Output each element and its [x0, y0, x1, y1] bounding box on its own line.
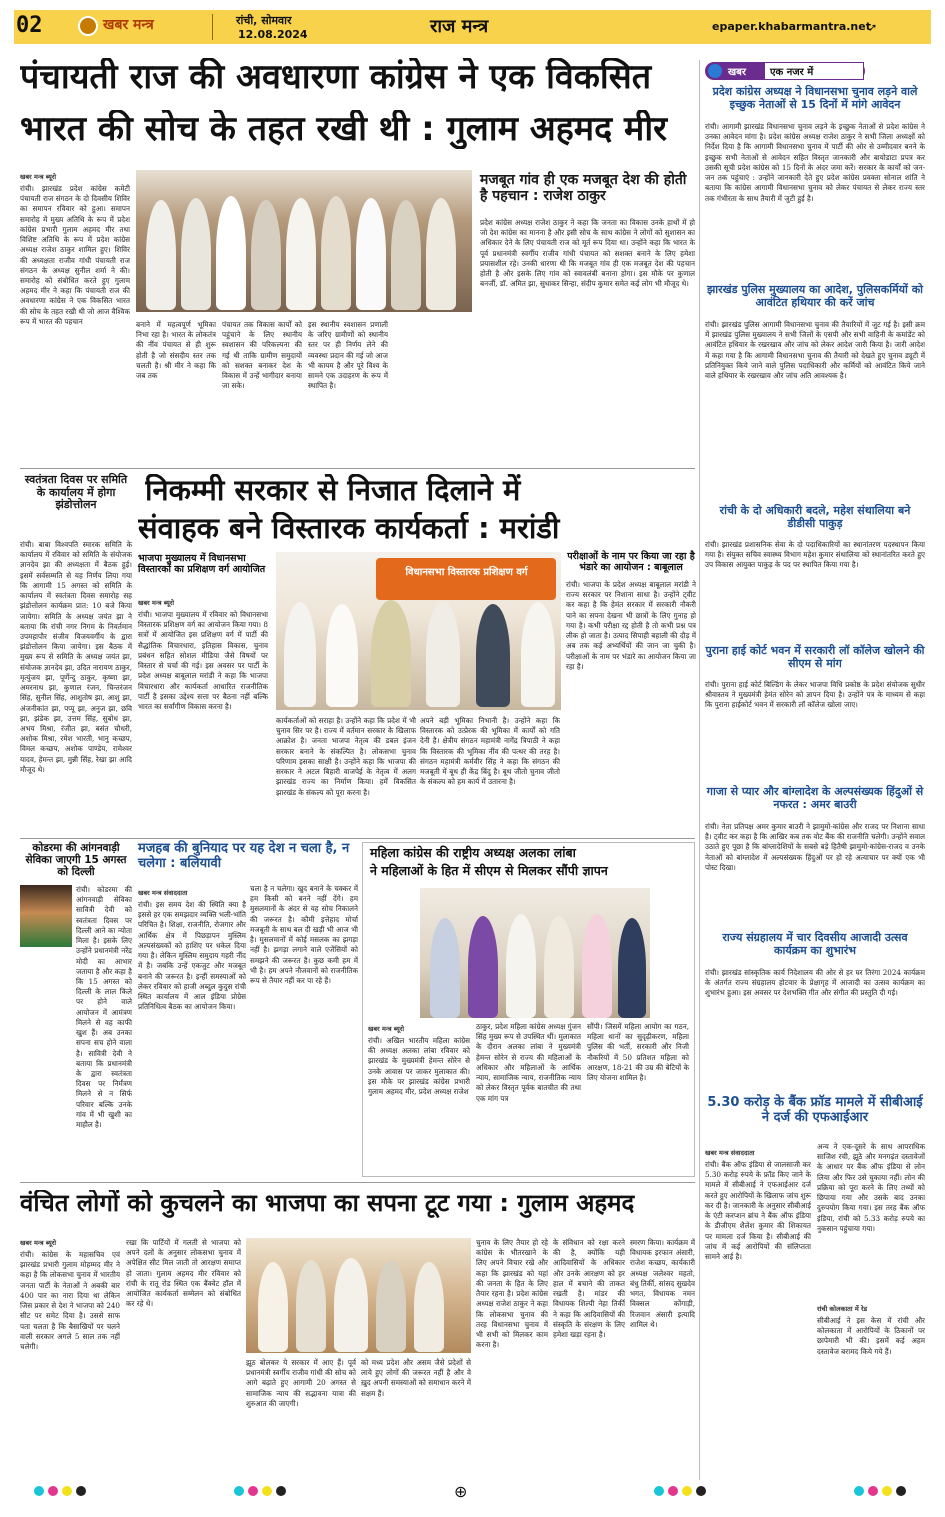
- side-lead-headline: मजबूत गांव ही एक मजबूत देश की होती है पहचान : राजेश ठाकुर: [480, 172, 687, 205]
- bottom-headline: वंचित लोगों को कुचलने का भाजपा का सपना टूट गया : गुलाम अहमद: [20, 1190, 635, 1217]
- bottom-body-col6: के संविधान को रक्षा करने की है, क्योंकि यही आदिवासियों के अधिकार और उनके आरक्षण को हर हाल में बचाने की ताकत रखती है। मांडर की विधायक शिल्पी नेहा तिर्की ने कहा कि आदिवासियों की संस्कृति के संरक्षण के लिए हमेशा खड़ा रहना है।: [553, 1238, 625, 1339]
- majhab-body-col2: चला है न चलेगा। खुद बनाने के चक्कर में हम किसी को बनने नहीं देंगे। हम मुसलमानों के अंदर से यह सोच निकालने की जरूरत है। कौमी इत्तेहाद मोर्चा मजबूती के साथ बल दी खड़ी भी आज भी है। मुसलमानों में कोई मसलक का झगड़ा नहीं है। झगड़ा लगाने वाले एजेंसियों को समझने की जरूरत है। कुछ कमी हम में भी है। हम अपने नौजवानों को राजनीतिक रूप से तैयार नहीं कर पा रहे हैं।: [250, 884, 358, 985]
- reg-dot-cyan: [34, 1486, 44, 1496]
- bottom-body-col1: रांची। कांग्रेस के महासचिव एवं झारखंड प्रभारी गुलाम मोहम्मद मीर ने कहा है कि लोकसभा चुनाव में भारतीय जनता पार्टी के नेताओं ने अबकी बार 400 पार का नारा दिया था लेकिन जिस प्रकार से देश ने भाजपा को 240 सीट पर समेट दिया है। उससे साफ पता चलता है कि बैसाखियों पर चलने वाली सरकार अगले 5 साल तक नहीं चलेगी।: [20, 1250, 120, 1351]
- bottom-body-col4: को मध्य प्रदेश और असम जैसे प्रदेशों से लाये हुए लोगों की जरूरत नहीं है और वे ख़ुद अपनी समस्याओं को समाधान करने में सक्षम हैं।: [361, 1358, 471, 1398]
- story6-headline: राज्य संग्रहालय में चार दिवसीय आजादी उत्सव कार्यक्रम का शुभारंभ: [722, 931, 908, 957]
- majhab-headline: मजहब की बुनियाद पर यह देश न चला है, न चलेगा : बलियावी: [138, 841, 350, 871]
- ek-nazar-tag1: खबर: [728, 67, 746, 78]
- lead-body-left: रांची। झारखंड प्रदेश कांग्रेस कमेटी पंचायती राज संगठन के दो दिवसीय शिविर का समापन रविवार को हुआ। समापन समारोह में मुख्य अतिथि के रूप में प्रदेश कांग्रेस प्रभारी गुलाम अहमद मीर तथा विशिष्ट अतिथि के रूप में प्रदेश कांग्रेस अध्यक्ष राजेश ठाकुर शामिल हुए। शिविर की अध्यक्षता राजीव गांधी पंचायती राज संगठन के अध्यक्ष सुनील शर्मा ने की। समारोह को संबोधित करते हुए गुलाम अहमद मीर ने कहा कि पंचायती राज की अवधारणा कांग्रेस ने एक विकसित भारत की सोच के तहत रखी थी जो आज वैश्विक रूप में भारत की पहचान: [20, 184, 130, 326]
- header-divider: [212, 14, 213, 40]
- brand-logo-icon: [78, 16, 98, 36]
- reg-dot-magenta-4: [868, 1486, 878, 1496]
- story3-headline: रांची के दो अधिकारी बदले, महेश संथालिया बने डीडीसी पाकुड़: [719, 504, 911, 530]
- bottom-body-col5: चुनाव के लिए तैयार हो रहे कांग्रेस के भीतरखाने के लिए अपने विचार रखे और कहा कि झारखंड को यहां की जनता के हित के लिए तैयार रहना है। प्रदेश कांग्रेस अध्यक्ष राजेश ठाकुर ने कहा कि लोकसभा चुनाव की तरह विधानसभा चुनाव में भी सभी को मिलकर काम करना है।: [476, 1238, 548, 1350]
- section-title: राज मन्त्र: [430, 16, 489, 37]
- reg-dot-black-3: [696, 1486, 706, 1496]
- reg-dot-magenta-3: [668, 1486, 678, 1496]
- reg-dot-yellow-4: [882, 1486, 892, 1496]
- story5-body: रांची। नेता प्रतिपक्ष अमर कुमार बाउरी ने झामुमो-कांग्रेस और राजद पर निशाना साधा है। ट्वीट कर कहा है कि आखिर कब तक वोट बैंक की राजनीति चलेगी। उन्होंने सवाल उठाते हुए पूछा है कि बांग्लादेशियों के सबसे बड़े हितैषी झामुमो-कांग्रेस-राजद व उनके नेताओं को बांग्लादेश में अल्पसंख्यक हिंदुओं पर हो रहे अत्याचार पर क्यों एक भी पोस्ट दिखा।: [705, 822, 925, 872]
- story4-body: रांची। पुराना हाई कोर्ट बिल्डिंग के लेकर भाजपा विधि प्रकोष्ठ के प्रदेश संयोजक सुधीर श्रीवास्तव ने मुख्यमंत्री हेमंत सोरेन को ज्ञापन दिया है। उन्होंने पत्र के माध्यम से कहा कि पुराना हाईकोर्ट भवन में सरकारी लॉ कॉलेज खोला जाए।: [705, 680, 925, 710]
- lead-headline-line2: भारत की सोच के तहत रखी थी : गुलाम अहमद मीर: [20, 110, 668, 149]
- reg-dot-cyan-4: [854, 1486, 864, 1496]
- reg-dot-yellow-2: [262, 1486, 272, 1496]
- bottom-body-col2: रखा कि पार्टियों में गलती से भाजपा को अपने दलों के अनुसार लोकसभा चुनाव में अपेक्षित सीट मिल जाती तो आरक्षण समाप्त हो जाता। गुलाम अहमद मीर रविवार को रांची के रातू रोड स्थित एक बैंक्वेट हॉल में आयोजित कार्यकर्ता सम्मेलन को संबोधित कर रहे थे।: [126, 1238, 241, 1309]
- ek-nazar-globe-icon: [708, 64, 722, 78]
- majhab-body-col1: रांची। इस समय देश की स्थिति क्या है इससे हर एक समझदार व्यक्ति भली-भांति परिचित है। शिक्षा, राजनीति, रोजगार और आर्थिक क्षेत्र में पिछड़ापन मुस्लिम अल्पसंख्यकों को हाशिए पर धकेल दिया गया है। लेकिन मुस्लिम समुदाय गहरी नींद में है। जबकि उन्हें एकजुट और मजबूत बनाने की जरूरत है। इन्हीं समस्याओं को लेकर रविवार को हाजी अब्दुल कुदुस रांची स्थित कार्यालय में आल इंडिया प्रोग्रेस प्रतिनिधित्व बैठक का आयोजन किया।: [138, 900, 246, 1012]
- story2-headline: झारखंड पुलिस मुख्यालय का आदेश, पुलिसकर्मियों को आवंटित हथियार की करें जांच: [706, 283, 924, 309]
- column-divider: [699, 60, 700, 1480]
- majhab-byline: खबर मन्त्र संवाददाता: [138, 889, 188, 897]
- mid-photo-banner-text: विधानसभा विस्तारक प्रशिक्षण वर्ग: [405, 567, 528, 578]
- bottom-body-col3: झूठ बोलकर ये सरकार में आए हैं। पूर्व प्रधानमंत्री स्वर्गीय राजीव गांधी की सोच को आगे बढ़ाते हुए आगामी 20 अगस्त से सामाजिक न्याय की सद्भावना यात्रा की शुरुआत की जाएगी।: [246, 1358, 356, 1408]
- lead-headline-line1: पंचायती राज की अवधारणा कांग्रेस ने एक विकसित: [20, 58, 652, 97]
- story1-headline: प्रदेश कांग्रेस अध्यक्ष ने विधानसभा चुनाव लड़ने वाले इच्छुक नेताओं से 15 दिनों में मांगे आवेदन: [712, 85, 918, 111]
- lead-body-col2: बनाने में महत्वपूर्ण भूमिका निभा रहा है। भारत के लोकतंत्र की नींव पंचायत से ही शुरू होती है जो संसदीय स्तर तक चलती है। श्री मीर ने कहा कि जब तक: [136, 320, 216, 381]
- mid-photo: [276, 552, 561, 710]
- reg-dot-magenta: [48, 1486, 58, 1496]
- cbi-body-col2: अन्य ने एक-दूसरे के साथ आपराधिक साजिश रची, झूठे और मनगढ़ंत दस्तावेजों के आधार पर बैंक ऑफ इंडिया से लोन लिया और फिर उसे चुकाया नहीं। लोन की प्रक्रिया को पूरा करने के लिए तथ्यों को छिपाया गया और उसके बाद उनका दुरुपयोग किया गया। इस तरह बैंक ऑफ इंडिया, रांची को 5.33 करोड़ रुपये का नुकसान पहुंचाया गया।: [817, 1142, 925, 1233]
- mid-left-body: रांची। बाबा विश्वपति स्मारक समिति के कार्यालय में रविवार को समिति के संयोजक ज्ञानदेव झा की अध्यक्षता में बैठक हुई। इसमें सर्वसम्मति से यह निर्णय लिया गया कि आगामी 15 अगस्त को समिति के कार्यालय में स्वतंत्रता दिवस समारोह सह झंडोत्तोलन कार्यक्रम प्रात: 10 बजे किया जायेगा। समिति के अध्यक्ष जयंत झा ने बताया कि रांची नगर निगम के निवर्तमान उपमहापौर संजीव विजयवर्गीय के द्वारा झंडोत्तोलन किया जायेगा। इस बैठक में मुख्य रूप से समिति के अध्यक्ष जयंत झा, संयोजक ज्ञानदेव झा, उदित नारायण ठाकुर, मृत्युंजय झा, पूर्णेन्दु ठाकुर, कृष्णा झा, अमरनाथ झा, कुणाल रंजन, चिन्तरंजन सिंह, सुनील सिंह, आशुतोष झा, आशु झा, अंजनीकांत झा, पप्पू झा, अनुज झा, छवि झा, झंडेक झा, उत्तम सिंह, सुबोध झा, अभय मिश्रा, रंजीत झा, बसंत चौधरी, अशोक मिश्रा, रमेश भारती, भानु कच्छप, विमल कच्छप, अशोक पाण्डेय, रामेश्वर यादव, हेमन्त झा, मुन्नी सिंह, रेखा झा आदि मौजूद थे।: [20, 540, 132, 774]
- reg-dot-cyan-2: [234, 1486, 244, 1496]
- mid-body-col2: कार्यकर्ताओं को सराहा है। उन्होंने कहा कि प्रदेश में भी चुनाव सिर पर है। राज्य में वर्तमान सरकार के खिलाफ आक्रोश है। जनता भाजपा नेतृत्व की डबल इंजन सरकार बनाने के संकल्पित है। लोकसभा चुनाव परिणाम इसका साक्षी है। उन्होंने कहा कि भाजपा की सरकार ने अटल बिहारी वाजपेई के नेतृत्व में अलग झारखंड राज्य का निर्माण किया। हमें विकसित झारखंड के संकल्प को पूरा करना है।: [276, 716, 416, 797]
- mahila-body-col1: रांची। अखिल भारतीय महिला कांग्रेस की अध्यक्ष अलका लांबा रविवार को झारखंड के मुख्यमंत्री हेमन्त सोरेन से उनके आवास पर जाकर मुलाकात की। इस मौके पर झारखंड कांग्रेस प्रभारी गुलाम अहमद मीर, प्रदेश अध्यक्ष राजेश: [368, 1036, 470, 1097]
- mid-body-col3: अपने बड़ी भूमिका निभानी है। उन्होंने कहा कि विस्तारक को उत्प्रेरक की भूमिका में कार्यों को गति देनी है। क्षेत्रीय संगठन महामंत्री नागेंद्र त्रिपाठी ने कहा कि विस्तारक की भूमिका नींव की पत्थर की तरह है। संगठन महामंत्री कर्मवीर सिंह ने कहा कि संगठन की मजबूती में बूथ ही केंद्र बिंदु है। बूथ जीतो चुनाव जीतो के संकल्प को हम कार्य में उतारना है।: [420, 716, 560, 787]
- reg-dot-black-2: [276, 1486, 286, 1496]
- mid-divider: [20, 838, 695, 839]
- reg-dot-cyan-3: [654, 1486, 664, 1496]
- cbi-sub-body: सीबीआई ने इस केस में रांची और कोलकाता में आरोपियों के ठिकानों पर छापेमारी भी की। इसमें कई अहम दस्तावेज बरामद किये गये हैं।: [817, 1316, 925, 1356]
- reg-dot-yellow-3: [682, 1486, 692, 1496]
- mid-body-col1: रांची। भाजपा मुख्यालय में रविवार को विधानसभा विस्तारक प्रशिक्षण वर्ग का आयोजन किया गया। 8 सत्रों में आयोजित इस प्रशिक्षण वर्ग में पार्टी की सैद्धांतिक विचारधारा, इतिहास विकास, चुनाव प्रबंधन सहित सोशल मीडिया जैसे विषयों पर विस्तार से चर्चा की गई। इस अवसर पर पार्टी के प्रदेश अध्यक्ष बाबूलाल मरांडी ने कहा कि भाजपा विचारधारा और कार्यकर्ता आधारित राजनीतिक पार्टी है इसका उद्देश्य सत्ता पर बैठना नहीं बल्कि भारत का सर्वांगीण विकास करना है।: [138, 610, 268, 711]
- reg-dot-black: [76, 1486, 86, 1496]
- cbi-byline: खबर मन्त्र संवाददाता: [705, 1149, 755, 1157]
- epaper-link[interactable]: epaper.khabarmantra.net: [712, 20, 871, 33]
- bottom-body-col7: स्मरण किया। कार्यक्रम में विधायक इरफान अंसारी, राजेश कच्छप, कार्यकारी अध्यक्ष जलेश्वर महतो, बंधु तिर्की, सांसद सुखदेव भगत, विधायक नमन विक्सल कोंगाड़ी, रिजवान अंसारी इत्यादि शामिल थे।: [630, 1238, 695, 1329]
- story5-headline: गाजा से प्यार और बांग्लादेश के अल्पसंख्यक हिंदुओं से नफरत : अमर बाउरी: [706, 785, 924, 811]
- koderma-body: रांची। कोडरमा की आंगनवाड़ी सेविका सावित्री देवी को स्वतंत्रता दिवस पर दिल्ली आने का न्योता मिला है। इसके लिए उन्होंने प्रधानमंत्री नरेंद्र मोदी का आभार जताया है और कहा है कि 15 अगस्त को दिल्ली के लाल किले पर होने वाले आयोजन में आमंत्रण मिलने से वह काफी खुश हैं। अब उनका सपना सच होने वाला है। सावित्री देवी ने बताया कि प्रधानमंत्री के द्वारा स्वतंत्रता दिवस पर निर्मंत्रण मिलने से न सिर्फ परिवार बल्कि उनके गांव में भी खुशी का माहौल है।: [76, 885, 132, 1130]
- koderma-headline: कोडरमा की आंगनवाड़ी सेविका जाएगी 15 अगस्त को दिल्ली: [25, 842, 127, 879]
- reg-dot-magenta-2: [248, 1486, 258, 1496]
- bottom-photo: [246, 1238, 471, 1353]
- registration-bar: [14, 1482, 931, 1501]
- lead-body-col3: पंचायत तक विकास कार्यों को पहुंचाने के लिए स्थानीय स्वशासन की परिकल्पना की गई थी ताकि ग्रामीण समुदायों को सशक्त बनाकर देश के विकास में उन्हें भागीदार बनाया जा सके।: [222, 320, 302, 391]
- mid-side-headline: परीक्षाओं के नाम पर किया जा रहा है भंडारे का आयोजन : बाबूलाल: [567, 551, 695, 573]
- mahila-photo: [420, 888, 650, 1018]
- reg-dot-black-4: [896, 1486, 906, 1496]
- mahila-body-col2: ठाकुर, प्रदेश महिला कांग्रेस अध्यक्ष गुंजन सिंह मुख्य रूप से उपस्थित थीं। मुलाकात के दौरान अलका लांबा ने मुख्यमंत्री हेमन्त सोरेन से राज्य की महिलाओं के अधिकार और महिलाओं के आर्थिक न्याय, सामाजिक न्याय, राजनीतिक न्याय को लेकर विस्तृत पूर्वक बातचीत की तथा एक मांग पत्र: [476, 1022, 581, 1103]
- page-number: 02: [16, 13, 43, 38]
- story2-body: रांची। झारखंड पुलिस आगामी विधानसभा चुनाव की तैयारियों में जुट गई है। इसी क्रम में झारखंड पुलिस मुख्यालय ने सभी जिलों के एसपी और सभी वाहिनी के कमांडेंट को आवंटित हथियार के रखरखाव और जांच को लेकर आदेश जारी किया है। जारी आदेश में कहा गया है कि आगामी विधानसभा चुनाव की तैयारी को देखते हुए चुनाव ड्यूटी में प्रतिनियुक्त किये जाने वाले पुलिस पदाधिकारी और कर्मियों को आवंटित किये जाने वाले हथियार के रखरखाव और जांच अति आवश्यक है।: [705, 320, 925, 381]
- bottom-byline: खबर मन्त्र ब्यूरो: [20, 1239, 57, 1247]
- brand-name: खबर मन्त्र: [103, 17, 154, 33]
- lead-byline: खबर मन्त्र ब्यूरो: [20, 173, 57, 181]
- mid-headline-line1: निकम्मी सरकार से निजात दिलाने में: [145, 474, 521, 507]
- bottom-divider: [20, 1182, 695, 1183]
- mahila-byline: खबर मन्त्र ब्यूरो: [368, 1025, 405, 1033]
- cbi-sub-byline: रांची कोलकाता में रेड: [817, 1305, 868, 1313]
- mahila-headline-line1: महिला कांग्रेस की राष्ट्रीय अध्यक्ष अलका लांबा: [370, 845, 576, 860]
- story3-body: रांची। झारखंड प्रशासनिक सेवा के दो पदाधिकारियों का स्थानांतरण पदस्थापन किया गया है। संयुक्त सचिव स्वास्थ्य विभाग महेश कुमार संथालिया को स्थानांतरित करते हुए उप विकास आयुक्त पाकुड़ के पद पर स्थापित किया गया है।: [705, 540, 925, 570]
- cursor-icon: ➚: [868, 21, 878, 34]
- reg-dot-yellow: [62, 1486, 72, 1496]
- lead-divider: [20, 468, 695, 469]
- issue-date: 12.08.2024: [238, 28, 308, 41]
- side-lead-body: प्रदेश कांग्रेस अध्यक्ष राजेश ठाकुर ने कहा कि जनता का विकास उनके हाथों में हो जो देश कांग्रेस का मानना है और इसी सोच के साथ कांग्रेस ने लोगों को सुशासन का अधिकार देने के लिए पंचायती राज को मूर्त रूप दिया था। उन्होंने कहा कि भारत के पूर्व प्रधानमंत्री स्वर्गीय राजीव गांधी पंचायत को सशक्त बनाने के लिए हमेशा प्रयासशील रहे। उनकी धारणा थी कि मजबूत गांव ही एक मजबूत देश की पहचान होती है और इसके लिए गांव को स्वावलंबी बनाना होगा। इस मौके पर कुणाल बनर्जी, डॉ. अमित झा, सुधाकर सिन्हा, संदीप कुमार समेत कई लोग भी मौजूद थे।: [480, 218, 695, 289]
- mid-side-body: रांची। भाजपा के प्रदेश अध्यक्ष बाबूलाल मरांडी ने राज्य सरकार पर निशाना साधा है। उन्होंने ट्वीट कर कहा है कि हेमंत सरकार में सरकारी नौकरी पाने का सपना देखना भी छात्रों के लिए गुनाह हो गया है। कभी परीक्षा रद्द होती है तो कभी प्रश्न पत्र लीक हो जाता है। उत्पाद सिपाही बहाली की दौड़ में अब तक कई अभ्यर्थियों की जान जा चुकी है। परीक्षाओं के नाम पर भंडारे का आयोजन किया जा रहा है।: [566, 580, 696, 671]
- mahila-body-col3: सौंपी। जिसमें महिला आयोग का गठन, महिला थानों का सुदृढ़ीकरण, महिला पुलिस की भर्ती, सरकारी और निजी नौकरियों में 50 प्रतिशत महिला को आरक्षण, 18-21 की उम्र की बेटियों के लिए योजना शामिल है।: [587, 1022, 689, 1083]
- lead-body-col4: इस स्थानीय स्वशासन प्रणाली के जरिए ग्रामीणों को स्थानीय स्तर पर ही निर्णय लेने की व्यवस्था प्रदान की गई जो आज भी कायम है और पूरे विश्व के सामने एक उदाहरण के रूप में स्थापित है।: [308, 320, 388, 391]
- city-day: रांची, सोमवार: [236, 14, 292, 27]
- cbi-headline: 5.30 करोड़ के बैंक फ्रॉड मामले में सीबीआई ने दर्ज की एफआईआर: [707, 1095, 923, 1125]
- mid-headline-line2: संवाहक बने विस्तारक कार्यकर्ता : मरांडी: [138, 512, 560, 545]
- story1-body: रांची। आगामी झारखंड विधानसभा चुनाव लड़ने के इच्छुक नेताओं से प्रदेश कांग्रेस ने उनका आवेदन मांगा है। प्रदेश कांग्रेस अध्यक्ष राजेश ठाकुर ने सभी जिला अध्यक्षों को निर्देश दिया है कि आगामी विधानसभा चुनाव में पार्टी की ओर से उम्मीदवार बनने के इच्छुक सभी नेताओं से आवेदन सहित विस्तृत जानकारी और बायोडाटा प्रपत्र कर उसकी सूची प्रदेश कांग्रेस को 15 दिनों के अंदर जमा करें। सरकार के कार्यों को जन-जन तक पहुंचाएं : उन्होंने जानकारी देते हुए प्रदेश कांग्रेस प्रवक्ता सोनाल शांति ने बताया कि कांग्रेस आगामी विधानसभा चुनाव को लेकर पंचायत से लेकर राज्य स्तर तक गंभीरता के साथ तैयारी में जुटी हुई है।: [705, 122, 925, 203]
- mid-left-headline-display: स्वतंत्रता दिवस पर समिति के कार्यालय में होगा झंडोत्तोलन: [24, 473, 128, 512]
- ek-nazar-tag2: एक नजर में: [770, 67, 814, 78]
- mid-byline: खबर मन्त्र ब्यूरो: [138, 599, 175, 607]
- mahila-headline-line2: ने महिलाओं के हित में सीएम से मिलकर सौंपी ज्ञापन: [370, 863, 608, 878]
- crosshair-icon: ⊕: [454, 1482, 468, 1501]
- story6-body: रांची। झारखंड सांस्कृतिक कार्य निदेशालय की ओर से हर घर तिरंगा 2024 कार्यक्रम के अंतर्गत राज्य संग्रहालय होटवार के प्रेक्षागृह में आजादी का उत्सव कार्यक्रम का शुभारंभ हुआ। इस अवसर पर देशभक्ति गीत और संगीत की प्रस्तुति दी गई।: [705, 968, 925, 998]
- mid-sub-headline: भाजपा मुख्यालय में विधानसभा विस्तारकों का प्रशिक्षण वर्ग आयोजित: [138, 553, 266, 575]
- cbi-body-col1: रांची। बैंक ऑफ इंडिया से जालसाजी कर 5.30 करोड़ रुपये के फ्रॉड किए जाने के मामले में सीबीआई ने एफआईआर दर्ज करते हुए आरोपियों के खिलाफ जांच शुरू कर दी है। जानकारी के अनुसार सीबीआई के एंटी करप्शन ब्रांच ने बैंक ऑफ इंडिया के डीजीएम शैलेश कुमार की शिकायत पर मामला दर्ज किया है। सीबीआई की जांच में कई आरोपियों की संलिप्तता सामने आई है।: [705, 1160, 811, 1261]
- lead-photo: [136, 170, 472, 312]
- story4-headline: पुराना हाई कोर्ट भवन में सरकारी लॉ कॉलेज खोलने की सीएम से मांग: [705, 644, 925, 670]
